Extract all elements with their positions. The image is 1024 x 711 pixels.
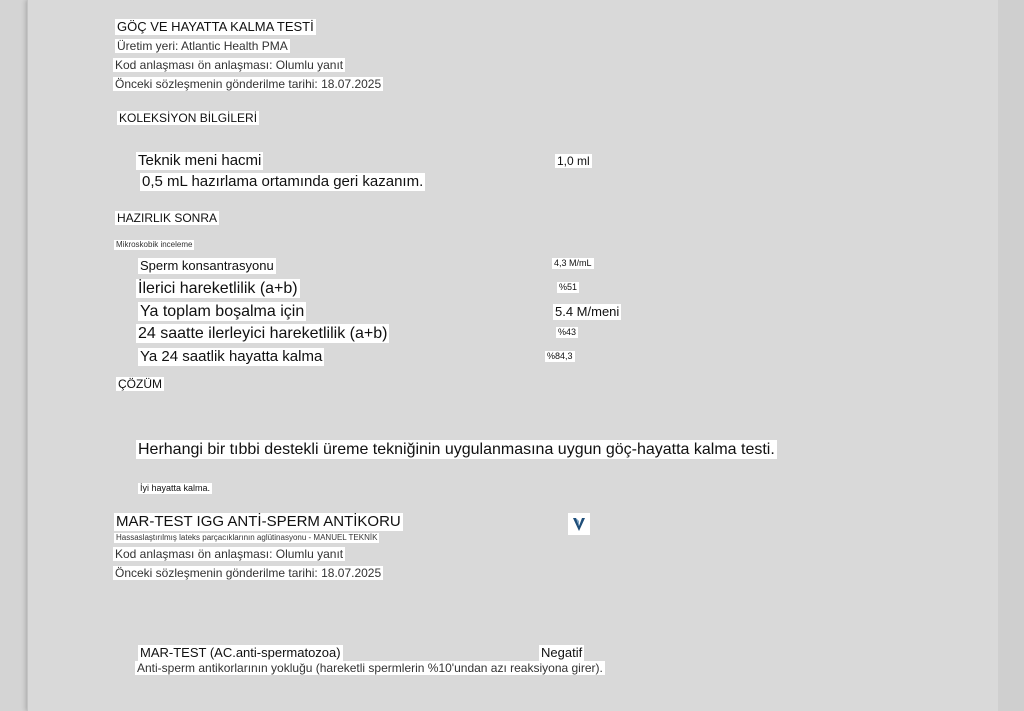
mar-previous-contract-date-text: Önceki sözleşmenin gönderilme tarihi: 18.07.2025	[115, 566, 382, 580]
document-page	[27, 0, 999, 711]
mar-test-subtitle: Hassaslaştırılmış lateks parçacıklarının aglütinasyonu - MANUEL TEKNİK	[116, 533, 378, 542]
after-prep-heading: HAZIRLIK SONRA	[117, 211, 218, 225]
progressive-motility-label: İlerici hareketlilik (a+b)	[138, 280, 298, 297]
previous-contract-date-text: Önceki sözleşmenin gönderilme tarihi: 18.07.2025	[115, 77, 382, 91]
mar-test-result-label: MAR-TEST (AC.anti-spermatozoa)	[140, 645, 341, 660]
manufacturer-text: Üretim yeri: Atlantic Health PMA	[117, 39, 288, 53]
progressive-motility-value: %51	[559, 282, 578, 292]
recovery-note: 0,5 mL hazırlama ortamında geri kazanım.	[142, 173, 424, 190]
microscopic-exam-subheading: Mikroskobik inceleme	[116, 240, 193, 249]
code-agreement-text: Kod anlaşması ön anlaşması: Olumlu yanıt	[115, 58, 344, 72]
mar-code-agreement-text: Kod anlaşması ön anlaşması: Olumlu yanıt	[115, 547, 344, 561]
collection-heading: KOLEKSİYON BİLGİLERİ	[119, 111, 258, 125]
sperm-concentration-label: Sperm konsantrasyonu	[140, 258, 274, 273]
survival-24h-value: %84,3	[547, 351, 573, 361]
mar-test-result-value: Negatif	[541, 645, 583, 660]
sperm-concentration-value: 4,3 M/mL	[554, 258, 592, 268]
motility-24h-label: 24 saatte ilerleyici hareketlilik (a+b)	[138, 325, 388, 342]
mar-test-result-note: Anti-sperm antikorlarının yokluğu (hareketli spermlerin %10'undan azı reaksiyona girer).	[137, 661, 603, 675]
solution-note: İyi hayatta kalma.	[140, 483, 211, 493]
technical-volume-value: 1,0 ml	[557, 154, 590, 168]
motility-24h-value: %43	[558, 327, 577, 337]
right-margin	[998, 0, 1024, 711]
checkmark-v-logo-icon	[568, 513, 590, 535]
total-ejaculate-label: Ya toplam boşalma için	[140, 303, 305, 320]
total-ejaculate-value: 5.4 M/meni	[555, 304, 620, 319]
section-title-mar-test: MAR-TEST IGG ANTİ-SPERM ANTİKORU	[116, 513, 401, 530]
solution-heading: ÇÖZÜM	[118, 377, 162, 391]
survival-24h-label: Ya 24 saatlik hayatta kalma	[140, 348, 323, 365]
solution-text: Herhangi bir tıbbi destekli üreme tekniğinin uygulanmasına uygun göç-hayatta kalma testi.	[138, 441, 775, 458]
section-title-migration-survival: GÖÇ VE HAYATTA KALMA TESTİ	[117, 19, 314, 34]
technical-volume-label: Teknik meni hacmi	[138, 152, 262, 169]
